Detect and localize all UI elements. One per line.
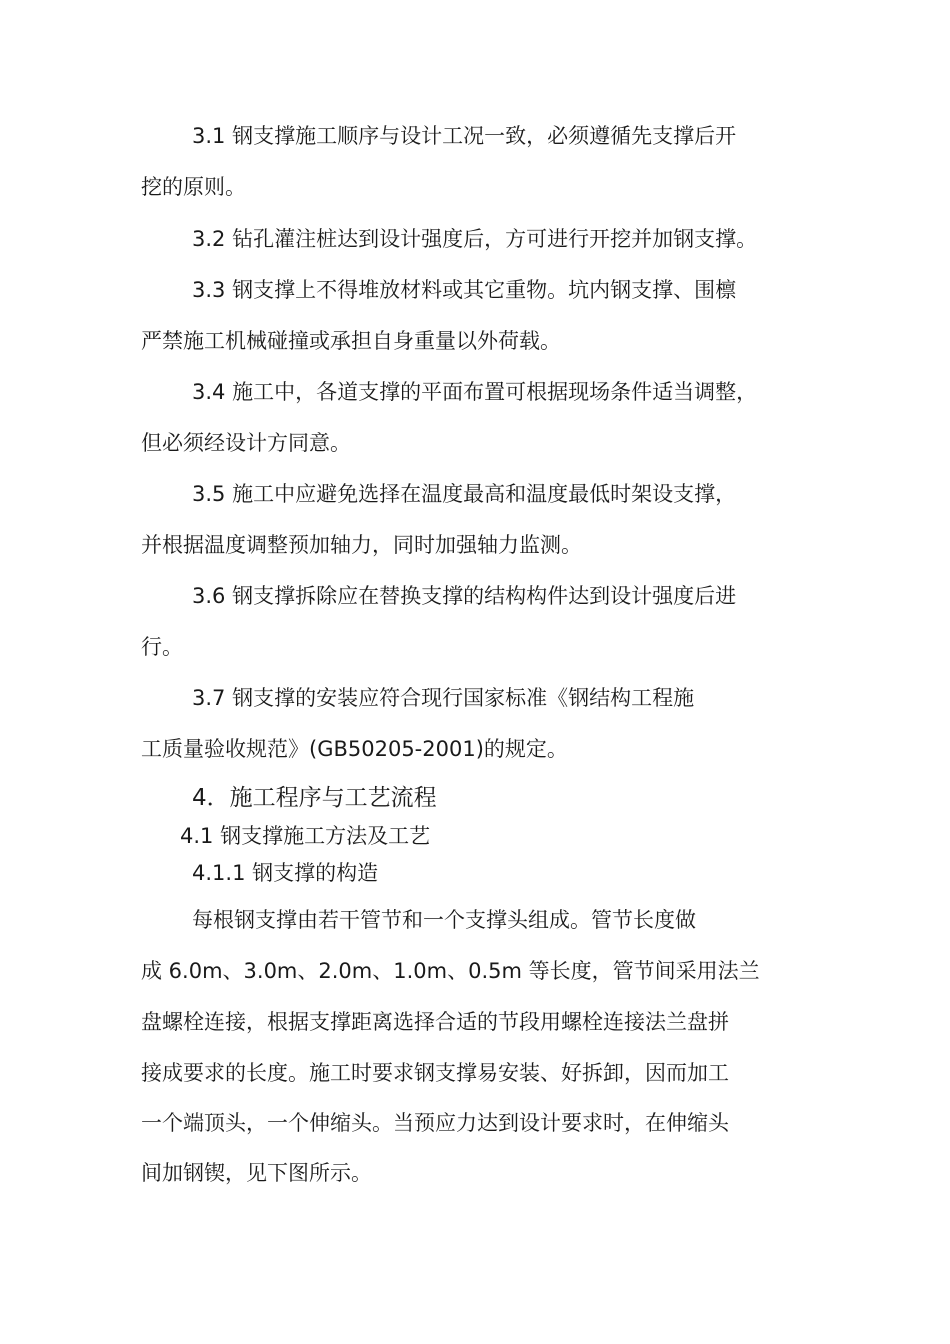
section-4-heading: 4．施工程序与工艺流程 [192,785,437,811]
paragraph-4-1-1-line-3: 盘螺栓连接，根据支撑距离选择合适的节段用螺栓连接法兰盘拼 [141,1010,729,1034]
paragraph-4-1-1-line-1: 每根钢支撑由若干管节和一个支撑头组成。管节长度做 [192,908,696,932]
paragraph-4-1-1-line-4: 接成要求的长度。施工时要求钢支撑易安装、好拆卸，因而加工 [141,1061,729,1085]
paragraph-3-7-line-2: 工质量验收规范》(GB50205-2001)的规定。 [141,737,568,761]
paragraph-3-4-line-1: 3.4 施工中，各道支撑的平面布置可根据现场条件适当调整， [192,380,758,404]
paragraph-3-3-line-1: 3.3 钢支撑上不得堆放材料或其它重物。坑内钢支撑、围檩 [192,278,737,302]
paragraph-3-6-line-1: 3.6 钢支撑拆除应在替换支撑的结构构件达到设计强度后进 [192,584,737,608]
section-4-1-heading: 4.1 钢支撑施工方法及工艺 [180,824,431,848]
paragraph-3-1-line-2: 挖的原则。 [141,175,246,199]
paragraph-3-7-line-1: 3.7 钢支撑的安装应符合现行国家标准《钢结构工程施 [192,686,695,710]
paragraph-4-1-1-line-2: 成 6.0m、3.0m、2.0m、1.0m、0.5m 等长度，管节间采用法兰 [141,959,760,983]
section-4-1-1-heading: 4.1.1 钢支撑的构造 [192,861,379,885]
paragraph-4-1-1-line-5: 一个端顶头，一个伸缩头。当预应力达到设计要求时，在伸缩头 [141,1111,729,1135]
paragraph-3-2-line-1: 3.2 钻孔灌注桩达到设计强度后，方可进行开挖并加钢支撑。 [192,227,758,251]
paragraph-4-1-1-line-6: 间加钢锲，见下图所示。 [141,1161,372,1185]
paragraph-3-5-line-2: 并根据温度调整预加轴力，同时加强轴力监测。 [141,533,582,557]
paragraph-3-1-line-1: 3.1 钢支撑施工顺序与设计工况一致，必须遵循先支撑后开 [192,124,737,148]
paragraph-3-6-line-2: 行。 [141,635,183,659]
paragraph-3-5-line-1: 3.5 施工中应避免选择在温度最高和温度最低时架设支撑， [192,482,737,506]
paragraph-3-4-line-2: 但必须经设计方同意。 [141,431,351,455]
paragraph-3-3-line-2: 严禁施工机械碰撞或承担自身重量以外荷载。 [141,329,561,353]
